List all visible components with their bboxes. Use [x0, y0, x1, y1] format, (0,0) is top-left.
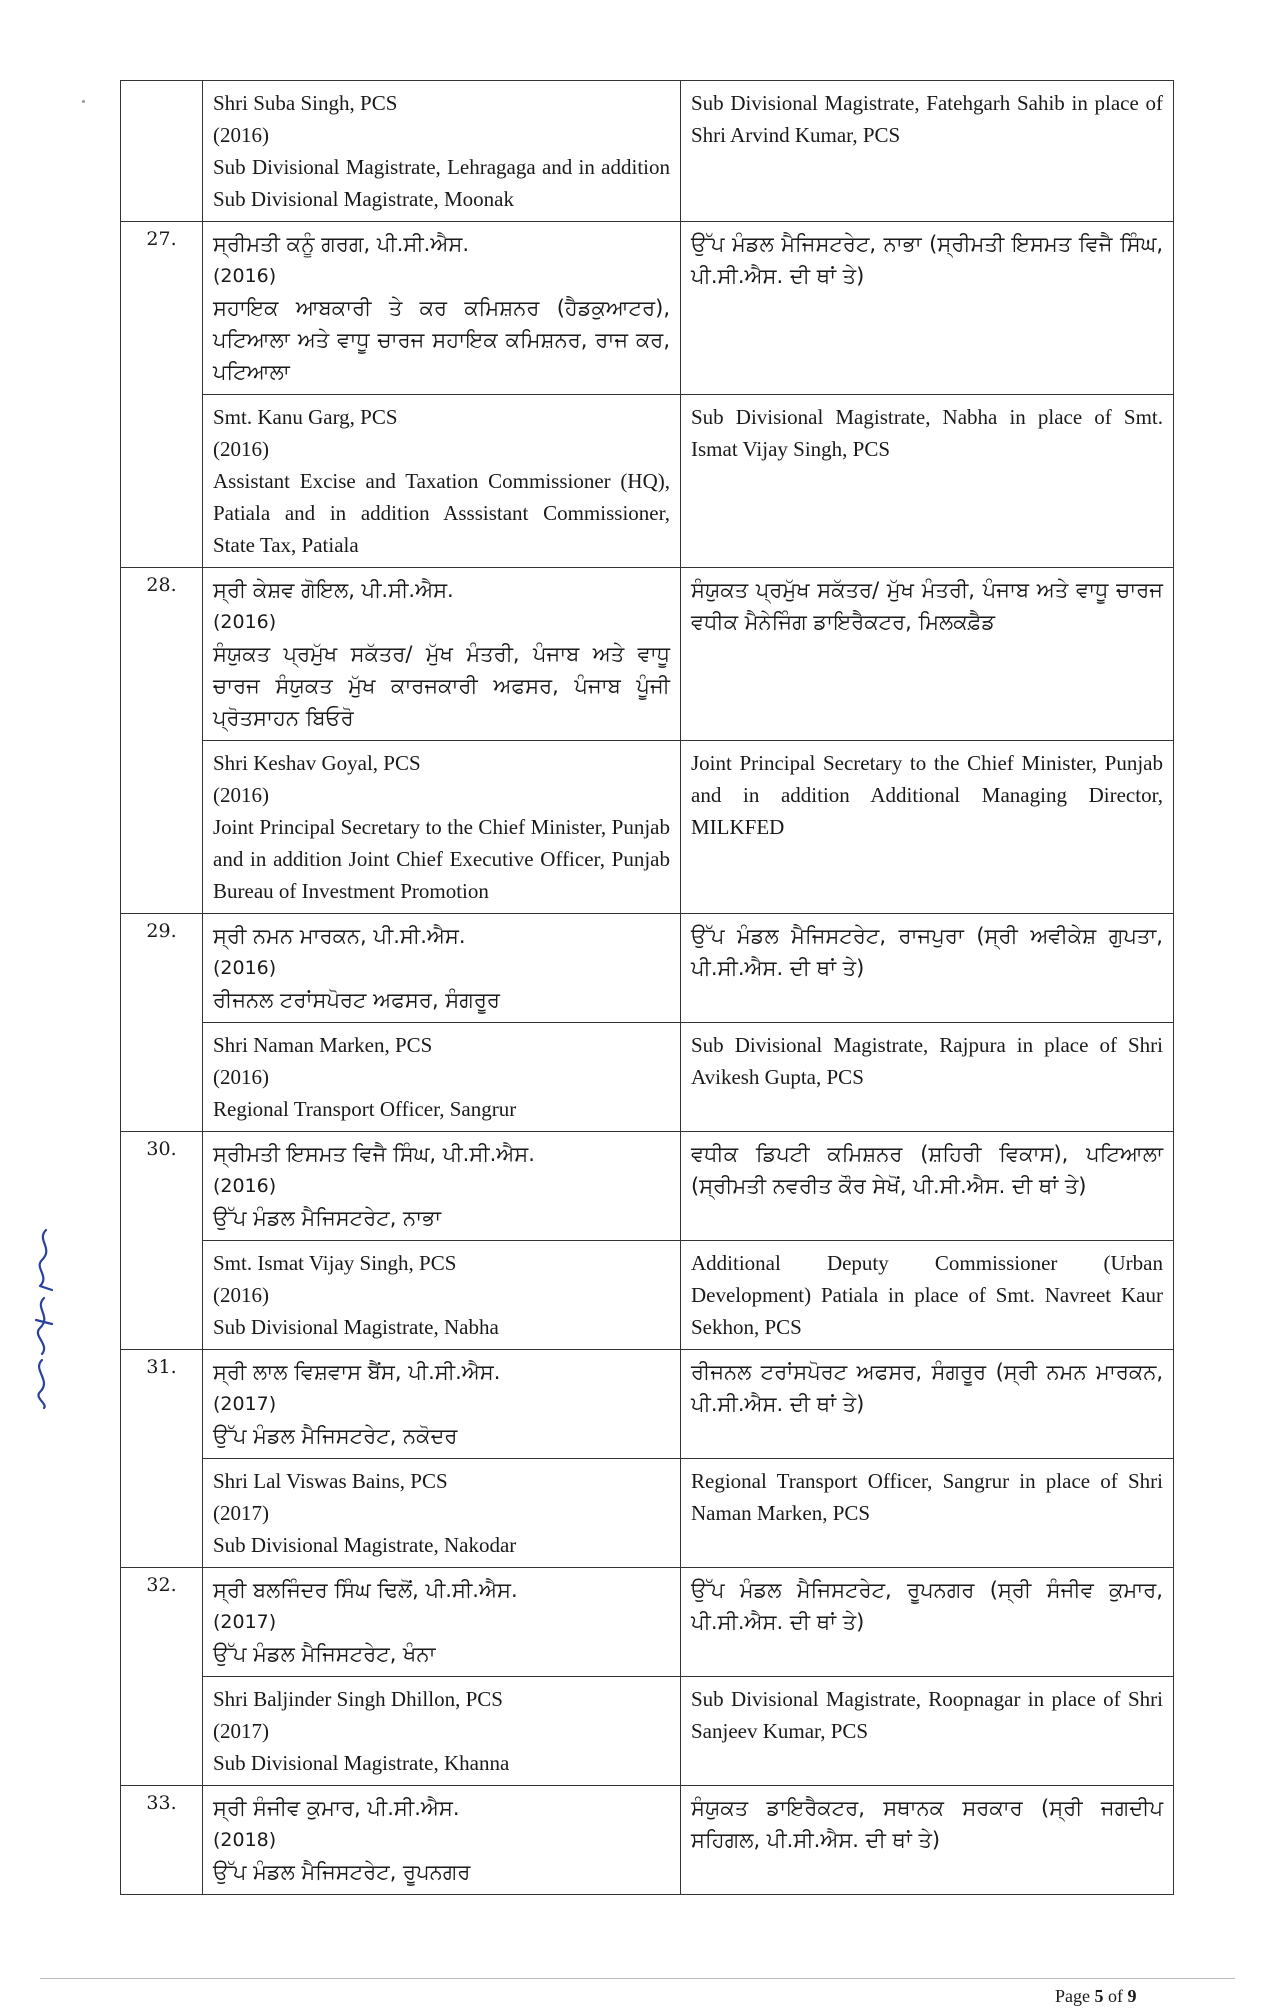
batch-year: (2017): [213, 1719, 269, 1743]
table-row: [121, 1241, 1174, 1350]
current-post: ਰੀਜਨਲ ਟਰਾਂਸਪੋਰਟ ਅਫਸਰ, ਸੰਗਰੂਰ: [213, 988, 500, 1012]
batch-year: (2016): [213, 1175, 277, 1197]
table-row: [121, 914, 1174, 1023]
serial-number: [121, 81, 203, 222]
new-posting-cell-en: [681, 1677, 1174, 1786]
new-posting: ਵਧੀਕ ਡਿਪਟੀ ਕਮਿਸ਼ਨਰ (ਸ਼ਹਿਰੀ ਵਿਕਾਸ), ਪਟਿਆਲਾ (ਸ੍ਰੀਮਤੀ ਨਵਰੀਤ ਕੌਰ ਸੇਖੋਂ, ਪੀ.ਸੀ.ਐਸ. ਦੀ ਥਾਂ ਤੇ): [691, 1142, 1163, 1198]
officer-cell-pa: [203, 1786, 681, 1895]
officer-cell-en: [203, 81, 681, 222]
table-row: [121, 741, 1174, 914]
new-posting-cell-pa: [681, 1350, 1174, 1459]
new-posting-cell-en: [681, 1023, 1174, 1132]
table-row: [121, 1132, 1174, 1241]
officer-cell-en: [203, 395, 681, 568]
officer-name: ਸ੍ਰੀ ਲਾਲ ਵਿਸ਼ਵਾਸ ਬੈਂਸ, ਪੀ.ਸੀ.ਐਸ.: [213, 1360, 501, 1384]
current-post: ਸਹਾਇਕ ਆਬਕਾਰੀ ਤੇ ਕਰ ਕਮਿਸ਼ਨਰ (ਹੈਡਕੁਆਟਰ), ਪਟਿਆਲਾ ਅਤੇ ਵਾਧੂ ਚਾਰਜ ਸਹਾਇਕ ਕਮਿਸ਼ਨਰ, ਰਾਜ ਕਰ, ਪਟਿਆਲਾ: [213, 296, 670, 384]
batch-year: (2017): [213, 1501, 269, 1525]
officer-cell-pa: [203, 1568, 681, 1677]
batch-year: (2017): [213, 1393, 277, 1415]
new-posting-cell-en: [681, 1459, 1174, 1568]
serial-number: 29.: [121, 914, 203, 1132]
posting-table: [120, 80, 1174, 1895]
serial-number: 30.: [121, 1132, 203, 1350]
of-label: of: [1108, 1986, 1123, 2006]
officer-name: ਸ੍ਰੀਮਤੀ ਇਸਮਤ ਵਿਜੈ ਸਿੰਘ, ਪੀ.ਸੀ.ਐਸ.: [213, 1142, 535, 1166]
officer-name: ਸ੍ਰੀ ਕੇਸ਼ਵ ਗੋਇਲ, ਪੀ.ਸੀ.ਐਸ.: [213, 578, 454, 602]
officer-cell-en: [203, 1241, 681, 1350]
new-posting-cell-pa: [681, 222, 1174, 395]
new-posting: ਉੱਪ ਮੰਡਲ ਮੈਜਿਸਟਰੇਟ, ਰਾਜਪੁਰਾ (ਸ੍ਰੀ ਅਵੀਕੇਸ਼ ਗੁਪਤਾ, ਪੀ.ਸੀ.ਐਸ. ਦੀ ਥਾਂ ਤੇ): [691, 924, 1163, 980]
officer-name: Smt. Kanu Garg, PCS: [213, 405, 398, 429]
table-row: [121, 1023, 1174, 1132]
table-row: [121, 1568, 1174, 1677]
table-row: [121, 1459, 1174, 1568]
officer-name: Shri Suba Singh, PCS: [213, 91, 398, 115]
table-row: [121, 1786, 1174, 1895]
officer-name: ਸ੍ਰੀ ਬਲਜਿੰਦਰ ਸਿੰਘ ਢਿਲੋਂ, ਪੀ.ਸੀ.ਐਸ.: [213, 1578, 518, 1602]
officer-cell-pa: [203, 914, 681, 1023]
officer-name: Shri Baljinder Singh Dhillon, PCS: [213, 1687, 503, 1711]
scan-dot: [82, 100, 85, 103]
new-posting-cell-pa: [681, 1786, 1174, 1895]
current-post: Joint Principal Secretary to the Chief Minister, Punjab and in addition Joint Chief Executive Officer, Punjab Bureau of Investment Promotion: [213, 815, 670, 903]
page-number: 5: [1094, 1986, 1104, 2006]
new-posting-cell-en: [681, 81, 1174, 222]
batch-year: (2016): [213, 957, 277, 979]
officer-cell-pa: [203, 222, 681, 395]
serial-number: 27.: [121, 222, 203, 568]
officer-name: ਸ੍ਰੀ ਸੰਜੀਵ ਕੁਮਾਰ, ਪੀ.ਸੀ.ਐਸ.: [213, 1796, 460, 1820]
new-posting: Sub Divisional Magistrate, Roopnagar in place of Shri Sanjeev Kumar, PCS: [691, 1687, 1163, 1743]
batch-year: (2016): [213, 783, 269, 807]
table-row: [121, 1677, 1174, 1786]
batch-year: (2016): [213, 437, 269, 461]
new-posting: ਉੱਪ ਮੰਡਲ ਮੈਜਿਸਟਰੇਟ, ਨਾਭਾ (ਸ੍ਰੀਮਤੀ ਇਸਮਤ ਵਿਜੈ ਸਿੰਘ, ਪੀ.ਸੀ.ਐਸ. ਦੀ ਥਾਂ ਤੇ): [691, 232, 1163, 288]
new-posting-cell-pa: [681, 1132, 1174, 1241]
officer-name: Smt. Ismat Vijay Singh, PCS: [213, 1251, 457, 1275]
serial-number: 33.: [121, 1786, 203, 1895]
current-post: ਉੱਪ ਮੰਡਲ ਮੈਜਿਸਟਰੇਟ, ਰੂਪਨਗਰ: [213, 1860, 471, 1884]
new-posting: Sub Divisional Magistrate, Rajpura in place of Shri Avikesh Gupta, PCS: [691, 1033, 1163, 1089]
handwritten-signature: [16, 1220, 66, 1410]
new-posting-cell-en: [681, 741, 1174, 914]
new-posting: ਸੰਯੁਕਤ ਪ੍ਰਮੁੱਖ ਸਕੱਤਰ/ ਮੁੱਖ ਮੰਤਰੀ, ਪੰਜਾਬ ਅਤੇ ਵਾਧੂ ਚਾਰਜ ਵਧੀਕ ਮੈਨੇਜਿੰਗ ਡਾਇਰੈਕਟਰ, ਮਿਲਕਫ਼ੈਡ: [691, 578, 1163, 634]
officer-name: ਸ੍ਰੀ ਨਮਨ ਮਾਰਕਨ, ਪੀ.ਸੀ.ਐਸ.: [213, 924, 466, 948]
table-row: [121, 222, 1174, 395]
new-posting-cell-en: [681, 395, 1174, 568]
current-post: ਉੱਪ ਮੰਡਲ ਮੈਜਿਸਟਰੇਟ, ਨਕੋਦਰ: [213, 1424, 458, 1448]
officer-cell-pa: [203, 1132, 681, 1241]
officer-name: ਸ੍ਰੀਮਤੀ ਕਨੂੰ ਗਰਗ, ਪੀ.ਸੀ.ਐਸ.: [213, 232, 470, 256]
new-posting: Additional Deputy Commissioner (Urban Development) Patiala in place of Smt. Navreet Kaur Sekhon, PCS: [691, 1251, 1163, 1339]
serial-number: 32.: [121, 1568, 203, 1786]
officer-cell-pa: [203, 1350, 681, 1459]
officer-cell-pa: [203, 568, 681, 741]
current-post: ਸੰਯੁਕਤ ਪ੍ਰਮੁੱਖ ਸਕੱਤਰ/ ਮੁੱਖ ਮੰਤਰੀ, ਪੰਜਾਬ ਅਤੇ ਵਾਧੂ ਚਾਰਜ ਸੰਯੁਕਤ ਮੁੱਖ ਕਾਰਜਕਾਰੀ ਅਫਸਰ, ਪੰਜਾਬ ਪੂੰਜੀ ਪ੍ਰੋਤਸਾਹਨ ਬਿਓਰੋ: [213, 642, 670, 730]
current-post: Regional Transport Officer, Sangrur: [213, 1097, 517, 1121]
new-posting-cell-pa: [681, 914, 1174, 1023]
table-row: [121, 395, 1174, 568]
new-posting: Regional Transport Officer, Sangrur in place of Shri Naman Marken, PCS: [691, 1469, 1163, 1525]
officer-name: Shri Keshav Goyal, PCS: [213, 751, 421, 775]
batch-year: (2016): [213, 265, 277, 287]
current-post: Assistant Excise and Taxation Commissioner (HQ), Patiala and in addition Asssistant Commissioner, State Tax, Patiala: [213, 469, 670, 557]
new-posting: ਉੱਪ ਮੰਡਲ ਮੈਜਿਸਟਰੇਟ, ਰੂਪਨਗਰ (ਸ੍ਰੀ ਸੰਜੀਵ ਕੁਮਾਰ, ਪੀ.ਸੀ.ਐਸ. ਦੀ ਥਾਂ ਤੇ): [691, 1578, 1163, 1634]
table-row: [121, 1350, 1174, 1459]
batch-year: (2016): [213, 611, 277, 633]
page-footer: [1055, 1986, 1137, 2007]
officer-name: Shri Lal Viswas Bains, PCS: [213, 1469, 448, 1493]
current-post: Sub Divisional Magistrate, Nabha: [213, 1315, 499, 1339]
new-posting: ਰੀਜਨਲ ਟਰਾਂਸਪੋਰਟ ਅਫਸਰ, ਸੰਗਰੂਰ (ਸ੍ਰੀ ਨਮਨ ਮਾਰਕਨ, ਪੀ.ਸੀ.ਐਸ. ਦੀ ਥਾਂ ਤੇ): [691, 1360, 1163, 1416]
batch-year: (2017): [213, 1611, 277, 1633]
serial-number: 31.: [121, 1350, 203, 1568]
new-posting: Sub Divisional Magistrate, Nabha in place of Smt. Ismat Vijay Singh, PCS: [691, 405, 1163, 461]
batch-year: (2016): [213, 123, 269, 147]
officer-name: Shri Naman Marken, PCS: [213, 1033, 433, 1057]
new-posting-cell-pa: [681, 1568, 1174, 1677]
new-posting: Joint Principal Secretary to the Chief Minister, Punjab and in addition Additional Managing Director, MILKFED: [691, 751, 1163, 839]
total-pages: 9: [1127, 1986, 1137, 2006]
current-post: Sub Divisional Magistrate, Khanna: [213, 1751, 510, 1775]
batch-year: (2018): [213, 1829, 277, 1851]
officer-cell-en: [203, 1023, 681, 1132]
officer-cell-en: [203, 1677, 681, 1786]
batch-year: (2016): [213, 1283, 269, 1307]
table-row: [121, 568, 1174, 741]
footer-rule: [40, 1978, 1235, 1979]
new-posting-cell-en: [681, 1241, 1174, 1350]
new-posting: Sub Divisional Magistrate, Fatehgarh Sahib in place of Shri Arvind Kumar, PCS: [691, 91, 1163, 147]
officer-cell-en: [203, 1459, 681, 1568]
table-row: [121, 81, 1174, 222]
serial-number: 28.: [121, 568, 203, 914]
current-post: ਉੱਪ ਮੰਡਲ ਮੈਜਿਸਟਰੇਟ, ਖੰਨਾ: [213, 1642, 436, 1666]
current-post: ਉੱਪ ਮੰਡਲ ਮੈਜਿਸਟਰੇਟ, ਨਾਭਾ: [213, 1206, 442, 1230]
current-post: Sub Divisional Magistrate, Lehragaga and in addition Sub Divisional Magistrate, Moonak: [213, 155, 670, 211]
posting-table-body: [121, 81, 1174, 1895]
batch-year: (2016): [213, 1065, 269, 1089]
officer-cell-en: [203, 741, 681, 914]
page-label: Page: [1055, 1986, 1090, 2006]
new-posting: ਸੰਯੁਕਤ ਡਾਇਰੈਕਟਰ, ਸਥਾਨਕ ਸਰਕਾਰ (ਸ੍ਰੀ ਜਗਦੀਪ ਸਹਿਗਲ, ਪੀ.ਸੀ.ਐਸ. ਦੀ ਥਾਂ ਤੇ): [691, 1796, 1163, 1852]
current-post: Sub Divisional Magistrate, Nakodar: [213, 1533, 517, 1557]
new-posting-cell-pa: [681, 568, 1174, 741]
